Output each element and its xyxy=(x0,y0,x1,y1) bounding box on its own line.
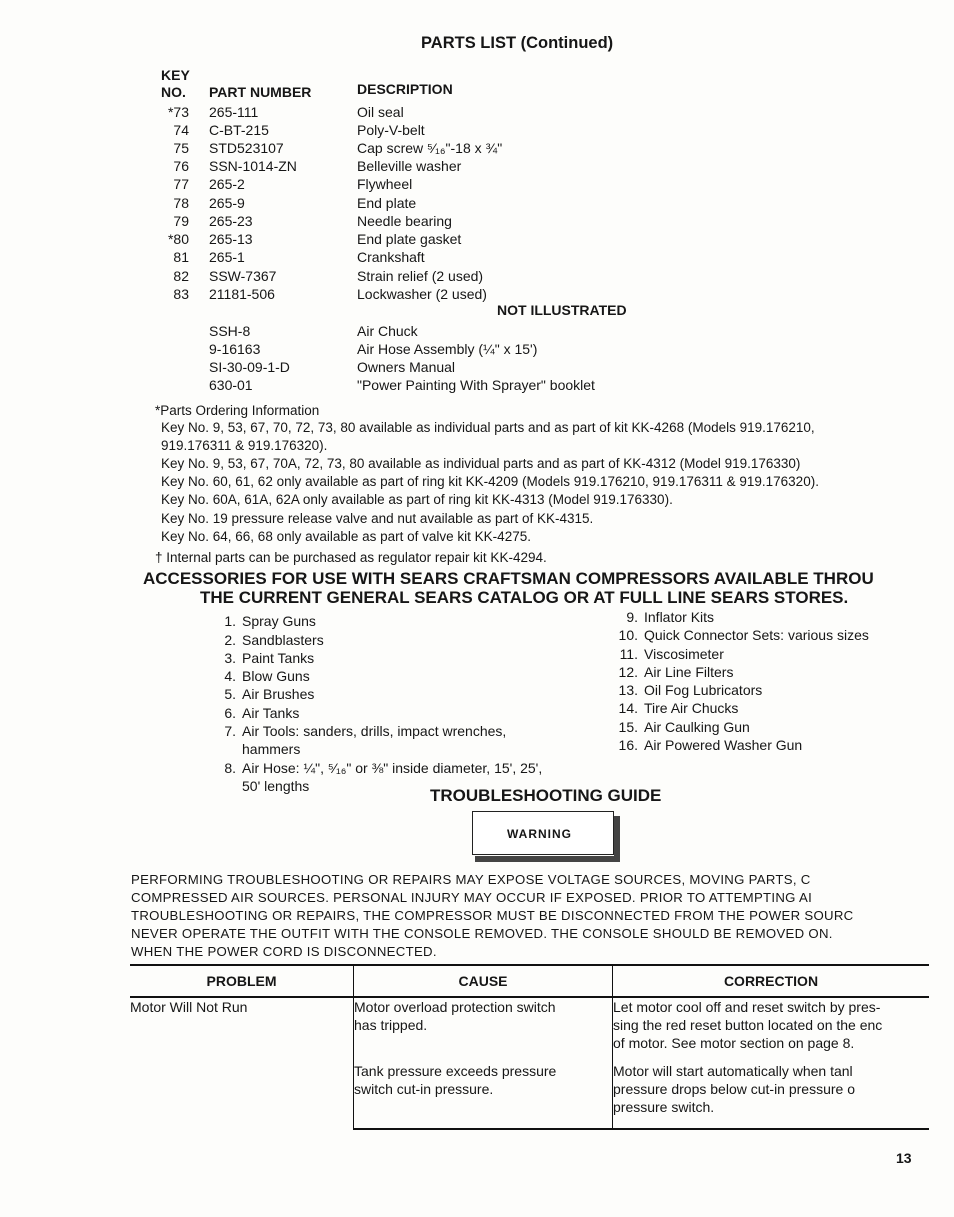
accessory-item: 7. Air Tools: sanders, drills, impact wrenches, xyxy=(224,723,507,739)
part-description: "Power Painting With Sprayer" booklet xyxy=(357,377,595,393)
part-number: SI-30-09-1-D xyxy=(209,359,290,375)
part-description: Oil seal xyxy=(357,104,404,120)
troubleshooting-title: TROUBLESHOOTING GUIDE xyxy=(430,786,662,805)
not-illustrated-row xyxy=(0,341,954,359)
accessory-item-continued: 50' lengths xyxy=(242,778,310,794)
ordering-note: Key No. 9, 53, 67, 70A, 72, 73, 80 available as individual parts and as part of KK-4312 (Model 919.176330) xyxy=(161,456,801,471)
part-description: Cap screw ⁵⁄₁₆"-18 x ¾" xyxy=(357,140,503,156)
accessory-item: 4. Blow Guns xyxy=(224,668,310,684)
accessory-item: 14. Tire Air Chucks xyxy=(618,700,739,716)
accessory-item: 6. Air Tanks xyxy=(224,705,300,721)
part-description: Belleville washer xyxy=(357,158,462,174)
cause-cell: Tank pressure exceeds pressure switch cut-in pressure. xyxy=(354,1062,613,1129)
ordering-note: Key No. 64, 66, 68 only available as part of valve kit KK-4275. xyxy=(161,529,531,544)
part-number: 265-9 xyxy=(209,195,245,211)
part-number: SSW-7367 xyxy=(209,268,277,284)
ordering-note: Key No. 60A, 61A, 62A only available as part of ring kit KK-4313 (Model 919.176330). xyxy=(161,492,673,507)
accessory-item: 15. Air Caulking Gun xyxy=(618,719,750,735)
troubleshooting-table xyxy=(130,964,929,1130)
part-description: Poly-V-belt xyxy=(357,122,425,138)
problem-cell: Motor Will Not Run xyxy=(130,999,248,1015)
accessory-item: 8. Air Hose: ¼", ⁵⁄₁₆" or ⅜" inside diameter, 15', 25', xyxy=(224,760,543,776)
parts-row xyxy=(0,213,954,231)
part-description: End plate gasket xyxy=(357,231,462,247)
part-number: 265-23 xyxy=(209,213,253,229)
part-number: 265-13 xyxy=(209,231,253,247)
part-description: Owners Manual xyxy=(357,359,456,375)
accessory-item: 12. Air Line Filters xyxy=(618,664,734,680)
part-number: STD523107 xyxy=(209,140,284,156)
accessory-item: 16. Air Powered Washer Gun xyxy=(618,737,803,753)
cause-cell: Motor overload protection switch has tripped. xyxy=(354,997,613,1062)
page-title: PARTS LIST (Continued) xyxy=(421,34,614,52)
part-description: Flywheel xyxy=(357,176,413,192)
not-illustrated-heading: NOT ILLUSTRATED xyxy=(497,302,627,318)
warning-label: WARNING xyxy=(507,827,572,841)
key-header-line2: NO. xyxy=(161,84,186,100)
key-number: 79 xyxy=(173,213,189,229)
problem-header: PROBLEM xyxy=(130,965,354,997)
parts-row xyxy=(0,104,954,122)
key-number: 83 xyxy=(173,286,189,302)
key-number: 75 xyxy=(173,140,189,156)
part-number: 21181-506 xyxy=(209,286,275,302)
ordering-note: Key No. 19 pressure release valve and nut available as part of KK-4315. xyxy=(161,511,594,526)
part-description: Strain relief (2 used) xyxy=(357,268,484,284)
correction-cell: Motor will start automatically when tanl pressure drops below cut-in pressure o pressure switch. xyxy=(613,1062,930,1129)
part-number: C-BT-215 xyxy=(209,122,269,138)
not-illustrated-row xyxy=(0,377,954,395)
key-number: 82 xyxy=(173,268,189,284)
parts-row xyxy=(0,140,954,158)
part-description: Needle bearing xyxy=(357,213,452,229)
part-description: Air Chuck xyxy=(357,323,418,339)
key-number: 81 xyxy=(173,249,189,265)
parts-row xyxy=(0,231,954,249)
warning-box-shadow xyxy=(614,816,620,862)
ordering-note: Key No. 9, 53, 67, 70, 72, 73, 80 available as individual parts and as part of kit KK-4268 (Models 919.176210, xyxy=(161,420,815,435)
table-header-row xyxy=(130,965,929,997)
regulator-note: † Internal parts can be purchased as regulator repair kit KK-4294. xyxy=(155,550,547,565)
part-number: 630-01 xyxy=(209,377,253,393)
key-number: 77 xyxy=(173,176,189,192)
accessories-heading-line1: ACCESSORIES FOR USE WITH SEARS CRAFTSMAN COMPRESSORS AVAILABLE THROU xyxy=(143,569,874,588)
ordering-note: 919.176311 & 919.176320). xyxy=(161,438,328,453)
key-number: *80 xyxy=(167,231,189,247)
part-number: SSH-8 xyxy=(209,323,251,339)
warning-line: PERFORMING TROUBLESHOOTING OR REPAIRS MAY EXPOSE VOLTAGE SOURCES, MOVING PARTS, C xyxy=(131,872,811,887)
key-number: 78 xyxy=(173,195,189,211)
warning-box-shadow xyxy=(475,856,619,862)
part-number: 265-1 xyxy=(209,249,245,265)
cause-header: CAUSE xyxy=(354,965,613,997)
key-header-line1: KEY xyxy=(161,67,190,83)
page-number: 13 xyxy=(896,1150,912,1166)
part-number-header: PART NUMBER xyxy=(209,84,312,100)
key-number: 76 xyxy=(173,158,189,174)
key-number: 74 xyxy=(173,122,189,138)
ordering-note: Key No. 60, 61, 62 only available as part of ring kit KK-4209 (Models 919.176210, 919.176311 & 919.176320). xyxy=(161,474,819,489)
accessory-item: 5. Air Brushes xyxy=(224,686,315,702)
accessory-item: 3. Paint Tanks xyxy=(224,650,315,666)
accessory-item: 1. Spray Guns xyxy=(224,613,316,629)
accessory-item: 9. Inflator Kits xyxy=(626,609,715,625)
parts-row xyxy=(0,176,954,194)
part-description: Crankshaft xyxy=(357,249,425,265)
parts-row xyxy=(0,195,954,213)
correction-header: CORRECTION xyxy=(613,965,930,997)
table-row xyxy=(130,997,929,1062)
parts-row xyxy=(0,158,954,176)
part-description: Lockwasher (2 used) xyxy=(357,286,487,302)
correction-cell: Let motor cool off and reset switch by pres- sing the red reset button located on the enc of motor. See motor section on page 8. xyxy=(613,997,930,1062)
accessory-item-continued: hammers xyxy=(242,741,301,757)
warning-box xyxy=(472,811,614,855)
part-description: Air Hose Assembly (¼" x 15') xyxy=(357,341,538,357)
not-illustrated-row xyxy=(0,359,954,377)
part-description: End plate xyxy=(357,195,417,211)
parts-row xyxy=(0,122,954,140)
accessory-item: 2. Sandblasters xyxy=(224,632,324,648)
accessory-item: 13. Oil Fog Lubricators xyxy=(618,682,763,698)
parts-row xyxy=(0,249,954,267)
accessory-item: 11. Viscosimeter xyxy=(619,646,724,662)
warning-line: WHEN THE POWER CORD IS DISCONNECTED. xyxy=(131,944,437,959)
parts-row xyxy=(0,268,954,286)
accessories-heading-line2: THE CURRENT GENERAL SEARS CATALOG OR AT FULL LINE SEARS STORES. xyxy=(200,588,849,607)
part-number: 265-2 xyxy=(209,176,245,192)
key-number: *73 xyxy=(167,104,189,120)
warning-line: TROUBLESHOOTING OR REPAIRS, THE COMPRESSOR MUST BE DISCONNECTED FROM THE POWER SOURC xyxy=(131,908,854,923)
parts-row xyxy=(0,286,954,304)
part-number: 265-111 xyxy=(209,104,259,120)
warning-line: COMPRESSED AIR SOURCES. PERSONAL INJURY MAY OCCUR IF EXPOSED. PRIOR TO ATTEMPTING AI xyxy=(131,890,813,905)
part-number: 9-16163 xyxy=(209,341,261,357)
not-illustrated-row xyxy=(0,323,954,341)
ordering-heading: *Parts Ordering Information xyxy=(155,403,320,418)
warning-line: NEVER OPERATE THE OUTFIT WITH THE CONSOLE REMOVED. THE CONSOLE SHOULD BE REMOVED ON. xyxy=(131,926,833,941)
accessory-item: 10. Quick Connector Sets: various sizes xyxy=(618,627,869,643)
description-header: DESCRIPTION xyxy=(357,81,453,97)
part-number: SSN-1014-ZN xyxy=(209,158,297,174)
